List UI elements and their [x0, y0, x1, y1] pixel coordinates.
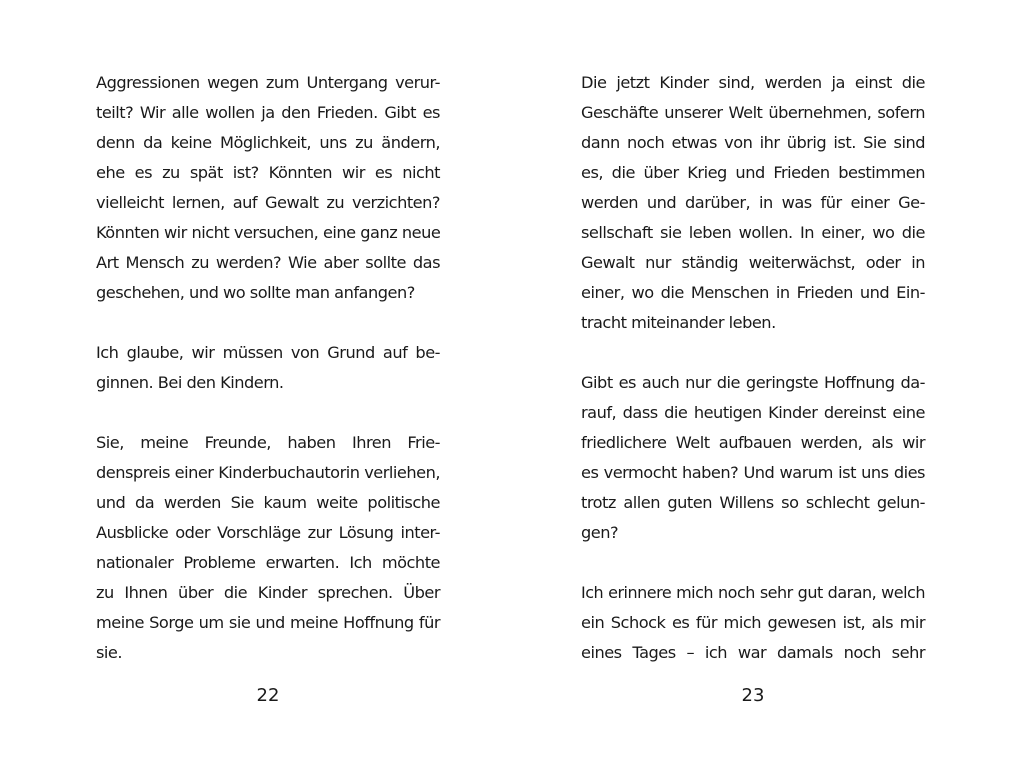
- text-line: ein Schock es für mich gewesen ist, als mir: [581, 613, 925, 632]
- paragraph-gap: [96, 308, 440, 338]
- text-line: Gewalt nur ständig weiterwächst, oder in: [581, 253, 925, 272]
- paragraph: [96, 428, 440, 668]
- text-line: es vermocht haben? Und warum ist uns dies: [581, 463, 925, 482]
- paragraph-gap: [581, 338, 925, 368]
- text-line: Sie, meine Freunde, haben Ihren Frie-: [96, 433, 440, 452]
- left-page: [96, 68, 440, 668]
- text-line: Ich erinnere mich noch sehr gut daran, welch: [581, 583, 925, 602]
- text-line: denn da keine Möglichkeit, uns zu ändern,: [96, 133, 440, 152]
- text-line: sellschaft sie leben wollen. In einer, wo die: [581, 223, 925, 242]
- text-line: Ausblicke oder Vorschläge zur Lösung inter-: [96, 523, 440, 542]
- text-line: ginnen. Bei den Kindern.: [96, 373, 284, 392]
- text-line: geschehen, und wo sollte man anfangen?: [96, 283, 415, 302]
- text-line: gen?: [581, 523, 619, 542]
- paragraph-gap: [581, 548, 925, 578]
- text-line: Könnten wir nicht versuchen, eine ganz neue: [96, 223, 441, 242]
- text-line: tracht miteinander leben.: [581, 313, 776, 332]
- paragraph: [581, 578, 925, 668]
- text-line: meine Sorge um sie und meine Hoffnung für: [96, 613, 440, 632]
- right-page: [581, 68, 925, 668]
- text-line: Ich glaube, wir müssen von Grund auf be-: [96, 343, 440, 362]
- text-line: Die jetzt Kinder sind, werden ja einst die: [581, 73, 925, 92]
- text-line: nationaler Probleme erwarten. Ich möchte: [96, 553, 440, 572]
- text-line: Geschäfte unserer Welt übernehmen, sofern: [581, 103, 925, 122]
- text-line: und da werden Sie kaum weite politische: [96, 493, 440, 512]
- paragraph: [96, 338, 440, 398]
- text-line: rauf, dass die heutigen Kinder dereinst eine: [581, 403, 925, 422]
- text-line: ehe es zu spät ist? Könnten wir es nicht: [96, 163, 440, 182]
- text-line: Art Mensch zu werden? Wie aber sollte das: [96, 253, 440, 272]
- text-line: Aggressionen wegen zum Untergang verur-: [96, 73, 440, 92]
- text-line: friedlichere Welt aufbauen werden, als wir: [581, 433, 925, 452]
- text-line: eines Tages – ich war damals noch sehr: [581, 643, 925, 662]
- page-number: 22: [256, 685, 280, 706]
- paragraph: [581, 368, 925, 548]
- text-line: werden und darüber, in was für einer Ge-: [581, 193, 925, 212]
- text-line: trotz allen guten Willens so schlecht gelun-: [581, 493, 925, 512]
- paragraph-gap: [96, 398, 440, 428]
- text-line: denspreis einer Kinderbuchautorin verliehen,: [96, 463, 440, 482]
- text-line: vielleicht lernen, auf Gewalt zu verzichten?: [96, 193, 440, 212]
- paragraph: [96, 68, 440, 308]
- text-line: sie.: [96, 643, 123, 662]
- text-line: einer, wo die Menschen in Frieden und Ein-: [581, 283, 925, 302]
- text-line: es, die über Krieg und Frieden bestimmen: [581, 163, 925, 182]
- paragraph: [581, 68, 925, 338]
- text-line: teilt? Wir alle wollen ja den Frieden. Gibt es: [96, 103, 440, 122]
- text-line: Gibt es auch nur die geringste Hoffnung da-: [581, 373, 925, 392]
- text-line: dann noch etwas von ihr übrig ist. Sie sind: [581, 133, 925, 152]
- page-number: 23: [741, 685, 765, 706]
- text-line: zu Ihnen über die Kinder sprechen. Über: [96, 583, 440, 602]
